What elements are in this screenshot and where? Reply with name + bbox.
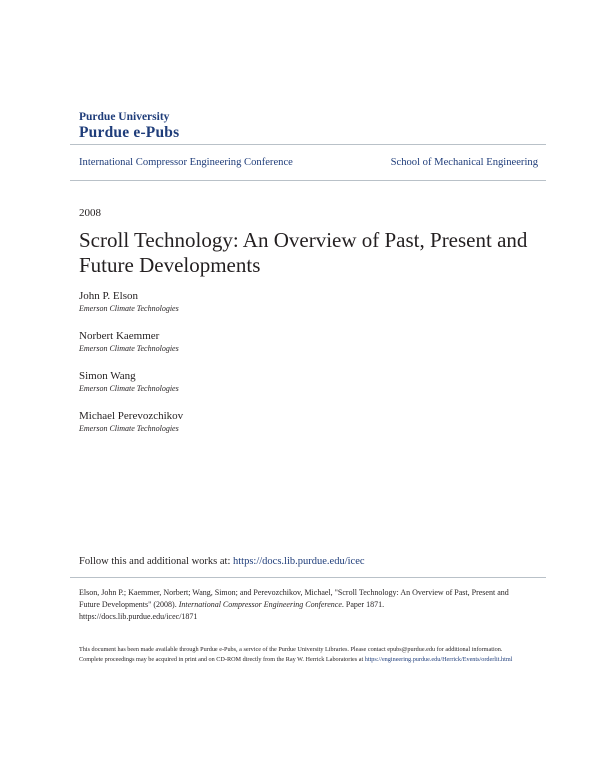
follow-label: Follow this and additional works at:	[79, 556, 233, 567]
author-affiliation: Emerson Climate Technologies	[79, 304, 179, 313]
proceedings-link[interactable]: https://engineering.purdue.edu/Herrick/Events/orderlit.html	[364, 656, 513, 663]
divider-bottom	[70, 577, 546, 578]
institution-name: Purdue University	[79, 111, 170, 123]
citation-text: Elson, John P.; Kaemmer, Norbert; Wang, Simon; and Perevozchikov, Michael, "Scroll Technology: An Overview of Past, Present and Future Developments" (2008).	[79, 588, 509, 609]
author-name: Simon Wang	[79, 370, 136, 382]
citation-block	[79, 587, 525, 623]
author-name: John P. Elson	[79, 290, 138, 302]
citation-url: https://docs.lib.purdue.edu/icec/1871	[79, 612, 198, 621]
citation-journal: International Compressor Engineering Conference	[178, 600, 342, 609]
series-link-conference[interactable]: International Compressor Engineering Conference	[79, 157, 293, 168]
repository-name: Purdue e-Pubs	[79, 124, 180, 141]
divider-mid	[70, 180, 546, 181]
proceedings-notice	[79, 655, 525, 665]
author-name: Norbert Kaemmer	[79, 330, 160, 342]
notice-block	[79, 645, 525, 665]
paper-title: Scroll Technology: An Overview of Past, Present and Future Developments	[79, 228, 528, 277]
author-affiliation: Emerson Climate Technologies	[79, 384, 179, 393]
publisher-brand[interactable]	[79, 110, 179, 142]
availability-notice: This document has been made available through Purdue e-Pubs, a service of the Purdue University Libraries. Please contact epubs@purdue.edu for additional information.	[79, 646, 503, 653]
follow-link[interactable]: https://docs.lib.purdue.edu/icec	[233, 556, 365, 567]
author-entry	[79, 410, 519, 434]
follow-line	[79, 556, 365, 567]
author-list	[79, 290, 519, 450]
citation-paper-number: . Paper 1871.	[341, 600, 385, 609]
divider-top	[70, 144, 546, 145]
author-entry	[79, 290, 519, 314]
author-entry	[79, 330, 519, 354]
proceedings-text: Complete proceedings may be acquired in print and on CD-ROM directly from the Ray W. Herrick Laboratories at	[79, 656, 365, 663]
author-affiliation: Emerson Climate Technologies	[79, 424, 179, 433]
author-entry	[79, 370, 519, 394]
publication-year: 2008	[79, 207, 101, 219]
author-name: Michael Perevozchikov	[79, 410, 184, 422]
author-affiliation: Emerson Climate Technologies	[79, 344, 179, 353]
series-link-school[interactable]: School of Mechanical Engineering	[390, 157, 538, 168]
